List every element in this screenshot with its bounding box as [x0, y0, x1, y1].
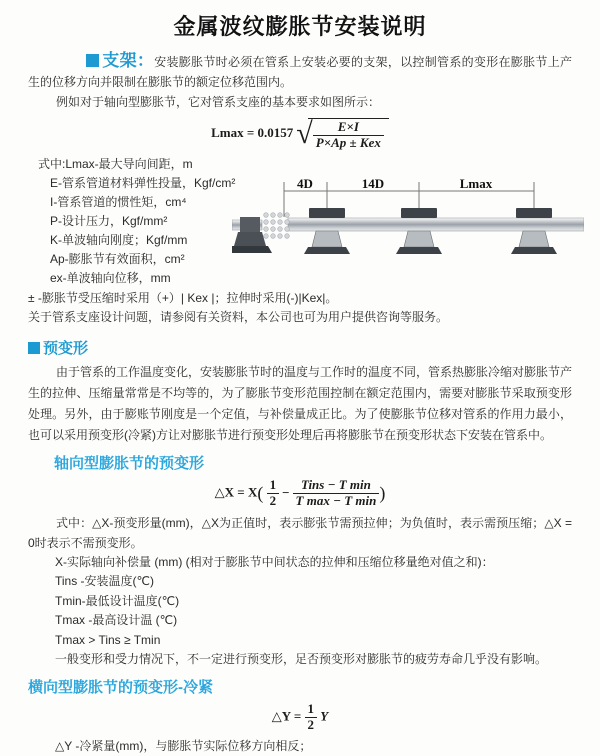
variable-definition: I-管系管道的惯性矩，cm⁴ [50, 195, 187, 209]
half-fraction-numerator: 1 [267, 478, 280, 494]
lateral-subsection-heading: 横向型膨胀节的预变形-冷紧 [28, 678, 213, 696]
variable-definition: Ap-膨胀节有效面积，cm² [50, 252, 185, 266]
minus-operator: − [282, 485, 290, 501]
lateral-fraction-numerator: 1 [305, 702, 318, 718]
lateral-note-line: △Y -冷紧量(mm)，与膨胀节实际位移方向相反； [55, 738, 312, 753]
axial-definition-line: Tins -安装温度(℃) [55, 574, 155, 589]
axial-predeform-formula [28, 478, 572, 509]
consult-note-line: 关于管系支座设计问题，请参阅有关资料，本公司也可为用户提供咨询等服务。 [28, 310, 449, 324]
predeform-section-heading [28, 337, 572, 358]
dim-label-4d: 4D [297, 177, 313, 191]
support-intro-text: 安装膨胀节时必须在管系上安装必要的支架，以控制管系的变形在膨胀节上产生的位移方向并限制在膨胀节的额定位移范围内。 [28, 55, 572, 89]
bellows-icon [264, 213, 290, 239]
dim-label-lmax: Lmax [459, 177, 493, 191]
pipe-support-diagram [232, 177, 584, 280]
section-square-icon [28, 342, 40, 354]
lmax-formula-lhs: Lmax = 0.0157 [211, 124, 294, 140]
predeform-paragraph: 由于管系的工作温度变化，安装膨胀节时的温度与工作时的温度不同，管系热膨胀冷缩对膨胀节产生的拉伸、压缩量常常是不均等的，为了膨胀节变形范围控制在额定范围内，需要对膨胀节采取预变形处理。另外，由于膨账节刚度是一个定值，与补偿量成正比。为了使膨胀节位移对管系的作用力最小，也可以采用预变形(冷紧)方让对膨胀节进行预变形处理后再将膨胀节在预变形状态下安装在管系中。 [28, 365, 573, 442]
temp-fraction-denominator: T max − T min [295, 492, 377, 508]
predeform-heading-text: 预变形 [43, 340, 89, 357]
axial-formula-lhs: △X = X [214, 484, 258, 500]
radical-sign: √ [296, 117, 313, 150]
dim-label-14d: 14D [361, 177, 385, 191]
open-paren: ( [257, 482, 264, 503]
variable-definition: P-设计压力，Kgf/mm² [50, 214, 168, 228]
axial-definition-line: Tmin-最低设计温度(℃) [55, 593, 180, 608]
axial-definition-line: 一般变形和受力情况下，不一定进行预变形，足否预变形对膨胀节的疲劳寿命几乎没有影响。 [55, 652, 548, 667]
lateral-predeform-formula [28, 702, 572, 733]
temp-fraction-numerator: Tins − T min [293, 478, 380, 494]
lateral-fraction-denominator: 2 [307, 716, 315, 732]
support-section-intro [28, 51, 572, 92]
lmax-formula-denominator: P×Ap ± Kex [315, 134, 381, 150]
support-section-heading: 支架： [102, 51, 155, 70]
lmax-formula [28, 117, 572, 151]
variable-definition: E-管系管道材料弹性投量，Kgf/cm² [50, 176, 236, 190]
section-square-icon [86, 54, 99, 67]
axial-formula-explain: 式中：△X-预变形量(mm)，△X为正值时，表示膨张节需预拉伸；为负值时，表示需预压缩；△X = 0时表示不需预变形。 [28, 515, 572, 550]
close-paren: ) [379, 482, 386, 503]
axial-definition-line: Tmax > Tins ≥ Tmin [55, 632, 161, 647]
page-title: 金属波纹膨胀节安装说明 [173, 14, 427, 39]
support-example-line: 例如对于轴向型膨胀节，它对管系支座的基本要求如图所示： [56, 95, 381, 109]
lmax-formula-numerator: E×I [313, 120, 384, 136]
lateral-formula-rhs: Y [320, 708, 329, 724]
axial-subsection-heading: 轴向型膨胀节的预变形 [54, 455, 205, 472]
variable-definition: ex-单波轴向位移，mm [50, 271, 171, 285]
axial-definition-line: X-实际轴向补偿量 (mm) (相对于膨胀节中间状态的拉伸和压缩位移量绝对值之和)： [55, 554, 494, 569]
half-fraction-denominator: 2 [269, 492, 277, 508]
variables-and-diagram-row [28, 155, 572, 289]
lateral-formula-lhs: △Y = [271, 708, 302, 724]
variable-definition: 式中:Lmax-最大导向间距，m [38, 157, 193, 171]
axial-definition-line: Tmax -最高设计温 (℃) [55, 613, 178, 628]
variable-definition: K-单波轴向刚度；Kgf/mm [50, 233, 188, 247]
pm-note-line: ± -膨胀节受压缩时采用（+）| Kex |；拉伸时采用(-)|Kex|。 [28, 291, 338, 305]
